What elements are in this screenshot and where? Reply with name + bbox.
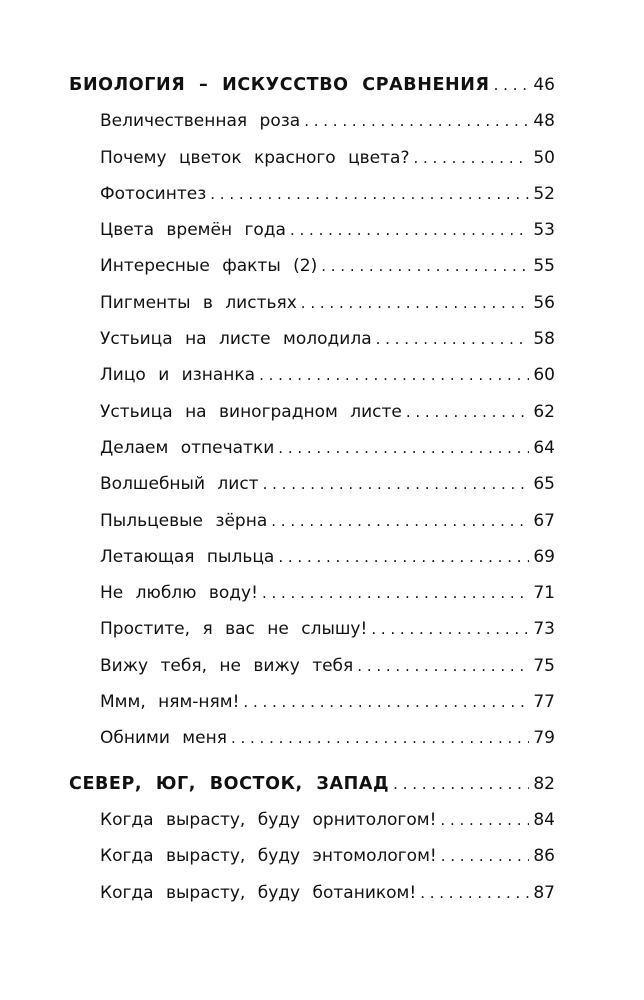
page-number: 62 — [533, 401, 555, 422]
toc-entry — [69, 212, 555, 248]
dot-leader — [376, 321, 530, 357]
entry-title: Почему цветок красного цвета? — [100, 147, 410, 168]
page-number: 52 — [533, 183, 555, 204]
page-number: 50 — [533, 147, 555, 168]
toc-entry — [69, 575, 555, 611]
dot-leader — [231, 720, 529, 756]
dot-leader — [301, 285, 530, 321]
entry-title: Вижу тебя, не вижу тебя — [100, 655, 354, 676]
entry-title: Пигменты в листьях — [100, 292, 297, 313]
toc-entry — [69, 103, 555, 139]
dot-leader — [441, 838, 530, 874]
dot-leader — [413, 140, 529, 176]
dot-leader — [357, 648, 529, 684]
entry-title: Когда вырасту, буду энтомологом! — [100, 846, 437, 867]
toc-section-heading — [69, 67, 555, 103]
entry-title: Когда вырасту, буду ботаником! — [100, 882, 417, 903]
page-number: 53 — [533, 220, 555, 241]
toc-entry — [69, 285, 555, 321]
toc-entry — [69, 430, 555, 466]
dot-leader — [259, 357, 529, 393]
entry-title: Обними меня — [100, 728, 227, 749]
toc-section-heading — [69, 766, 555, 802]
dot-leader — [393, 766, 529, 802]
page-number: 87 — [533, 882, 555, 903]
toc-entry — [69, 875, 555, 911]
entry-title: Волшебный лист — [100, 474, 259, 495]
dot-leader — [406, 394, 530, 430]
entry-title: Лицо и изнанка — [100, 365, 256, 386]
entry-title: Ммм, ням-ням! — [100, 692, 240, 713]
dot-leader — [271, 503, 529, 539]
entry-title: Цвета времён года — [100, 220, 286, 241]
entry-title: Интересные факты (2) — [100, 256, 318, 277]
dot-leader — [243, 684, 529, 720]
page-number: 84 — [533, 809, 555, 830]
dot-leader — [210, 176, 529, 212]
dot-leader — [440, 802, 529, 838]
dot-leader — [420, 875, 529, 911]
toc-entry — [69, 802, 555, 838]
toc-entry — [69, 357, 555, 393]
toc-entry — [69, 838, 555, 874]
dot-leader — [262, 575, 529, 611]
toc-entry — [69, 684, 555, 720]
entry-title: Когда вырасту, буду орнитологом! — [100, 809, 437, 830]
entry-title: Фотосинтез — [100, 183, 207, 204]
page-number: 82 — [533, 773, 555, 794]
dot-leader — [263, 466, 530, 502]
toc-entry — [69, 394, 555, 430]
toc-entry — [69, 248, 555, 284]
entry-title: Делаем отпечатки — [100, 437, 275, 458]
page-number: 60 — [533, 365, 555, 386]
page-number: 46 — [533, 75, 555, 95]
toc-entry — [69, 466, 555, 502]
page-number: 73 — [533, 619, 555, 640]
dot-leader — [290, 212, 529, 248]
page-number: 48 — [533, 111, 555, 132]
page-number: 75 — [533, 655, 555, 676]
toc-entry — [69, 321, 555, 357]
entry-title: Величественная роза — [100, 111, 301, 132]
entry-title: Устьица на листе молодила — [100, 329, 372, 350]
entry-title: Не люблю воду! — [100, 583, 258, 604]
toc-entry — [69, 611, 555, 647]
toc-entry — [69, 539, 555, 575]
page-number: 71 — [533, 583, 555, 604]
page-number: 64 — [533, 437, 555, 458]
entry-title: Пыльцевые зёрна — [100, 510, 268, 531]
entry-title: Летающая пыльца — [100, 546, 275, 567]
page-number: 55 — [533, 256, 555, 277]
toc-entry — [69, 720, 555, 756]
dot-leader — [494, 67, 530, 103]
dot-leader — [321, 248, 529, 284]
toc-entry — [69, 176, 555, 212]
page-number: 56 — [533, 292, 555, 313]
page-number: 86 — [533, 846, 555, 867]
page-number: 69 — [533, 546, 555, 567]
page-number: 58 — [533, 329, 555, 350]
entry-title: Устьица на виноградном листе — [100, 401, 402, 422]
table-of-contents — [69, 67, 555, 911]
page-number: 65 — [533, 474, 555, 495]
section-title: СЕВЕР, ЮГ, ВОСТОК, ЗАПАД — [69, 773, 390, 794]
toc-entry — [69, 648, 555, 684]
page-number: 77 — [533, 692, 555, 713]
entry-title: Простите, я вас не слышу! — [100, 619, 368, 640]
page-number: 67 — [533, 510, 555, 531]
dot-leader — [304, 103, 529, 139]
dot-leader — [278, 539, 529, 575]
toc-entry — [69, 140, 555, 176]
page-number: 79 — [533, 728, 555, 749]
dot-leader — [278, 430, 529, 466]
dot-leader — [371, 611, 529, 647]
section-title: БИОЛОГИЯ – ИСКУССТВО СРАВНЕНИЯ — [69, 75, 490, 95]
toc-entry — [69, 503, 555, 539]
